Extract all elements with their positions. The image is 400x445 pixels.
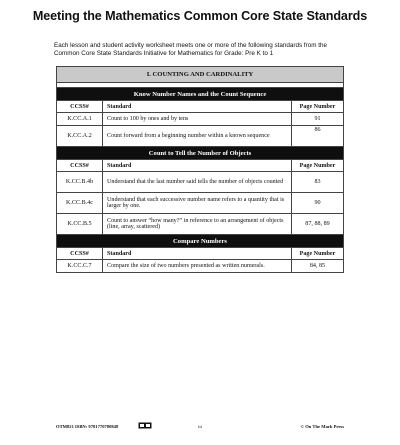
column-header-row	[57, 101, 344, 113]
page-number: 83	[291, 172, 343, 193]
group-title: Count to Tell the Number of Objects	[57, 147, 344, 160]
group-header-row	[57, 88, 344, 101]
table-row	[57, 172, 344, 193]
page-number: 86	[291, 126, 343, 147]
section-header-row	[57, 67, 344, 83]
group-title: Compare Numbers	[57, 235, 344, 248]
group-header-row	[57, 147, 344, 160]
column-header-row	[57, 160, 344, 172]
intro-paragraph: Each lesson and student activity worksheet meets one or more of the following standards from the Common Core State Standards Initiative for Mathematics for Grade: Pre K to 1	[54, 42, 328, 58]
page-number-footer: iii	[198, 424, 202, 429]
column-header-page: Page Number	[291, 101, 343, 113]
table-row	[57, 113, 344, 126]
footer-isbn: OTM821 ISBN: 9781770780848	[56, 424, 119, 429]
page-number: 87, 88, 89	[291, 214, 343, 235]
column-header-row	[57, 248, 344, 260]
standard-text: Count to answer “how many?” in reference to an arrangement of objects (line, array, scattered)	[103, 214, 292, 235]
ccss-code: K.CC.B.5	[57, 214, 103, 235]
footer-publisher: © On The Mark Press	[300, 424, 344, 429]
page-title: Meeting the Mathematics Common Core State Standards	[32, 9, 368, 23]
ccss-code: K.CC.A.2	[57, 126, 103, 147]
standard-text: Compare the size of two numbers presented as written numerals.	[103, 260, 292, 273]
standard-text: Count forward from a beginning number within a known sequence	[103, 126, 292, 147]
column-header-standard: Standard	[103, 248, 292, 260]
table-row	[57, 126, 344, 147]
table-row	[57, 214, 344, 235]
section-title: I. COUNTING AND CARDINALITY	[57, 67, 344, 83]
ccss-code: K.CC.A.1	[57, 113, 103, 126]
standard-text: Understand that the last number said tells the number of objects counted	[103, 172, 292, 193]
group-title: Know Number Names and the Count Sequence	[57, 88, 344, 101]
column-header-page: Page Number	[291, 248, 343, 260]
column-header-page: Page Number	[291, 160, 343, 172]
page-number: 90	[291, 193, 343, 214]
standards-table	[56, 66, 344, 273]
standard-text: Count to 100 by ones and by tens	[103, 113, 292, 126]
standard-text: Understand that each successive number name refers to a quantity that is larger by one.	[103, 193, 292, 214]
table-row	[57, 193, 344, 214]
table-row	[57, 260, 344, 273]
column-header-standard: Standard	[103, 101, 292, 113]
ccss-code: K.CC.C.7	[57, 260, 103, 273]
ccss-code: K.CC.B.4b	[57, 172, 103, 193]
column-header-ccss: CCSS#	[57, 248, 103, 260]
column-header-standard: Standard	[103, 160, 292, 172]
ccss-code: K.CC.B.4c	[57, 193, 103, 214]
page-number: 91	[291, 113, 343, 126]
column-header-ccss: CCSS#	[57, 101, 103, 113]
column-header-ccss: CCSS#	[57, 160, 103, 172]
page-footer	[56, 422, 344, 432]
page-number: 84, 85	[291, 260, 343, 273]
group-header-row	[57, 235, 344, 248]
